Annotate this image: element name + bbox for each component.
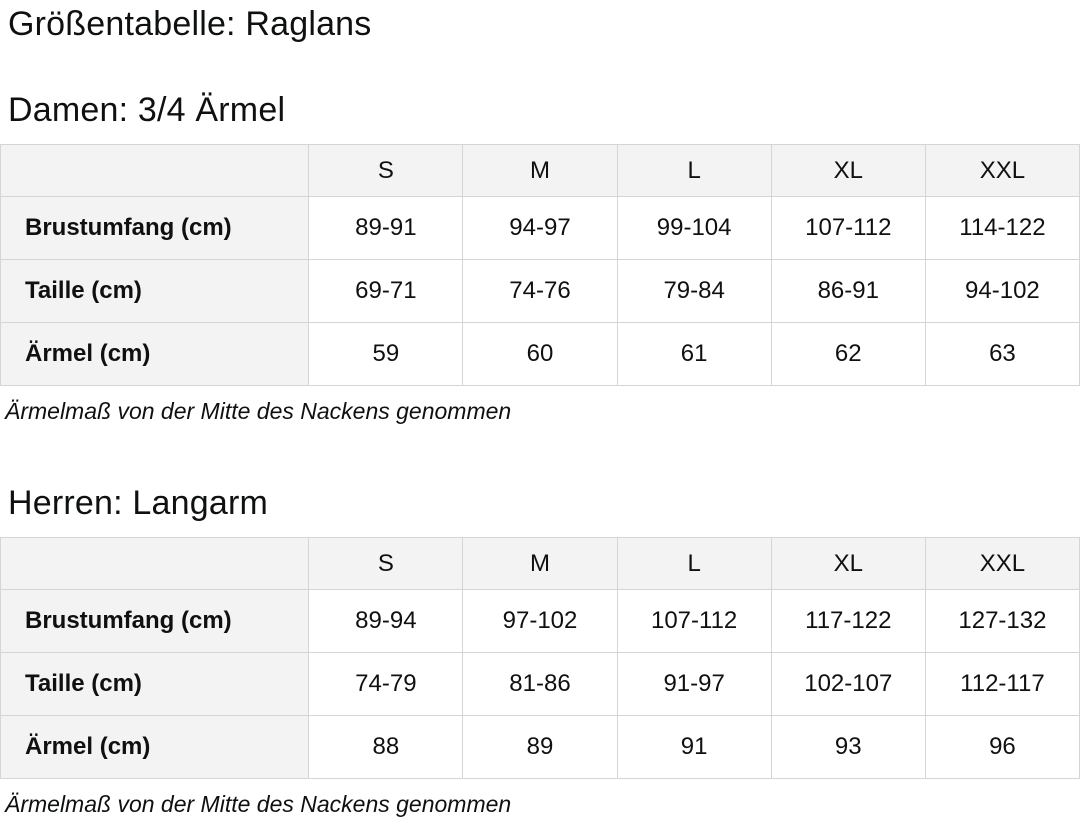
size-table-damen [0, 144, 1080, 386]
row-label: Brustumfang (cm) [1, 590, 309, 653]
size-column-header: M [463, 538, 617, 590]
size-column-header: XL [771, 145, 925, 197]
table-row-taille [1, 260, 1080, 323]
size-cell: 91 [617, 716, 771, 779]
table-row-brustumfang [1, 590, 1080, 653]
size-cell: 127-132 [925, 590, 1079, 653]
size-column-header: S [309, 145, 463, 197]
size-cell: 94-97 [463, 197, 617, 260]
section-damen [0, 88, 1080, 425]
section-herren [0, 481, 1080, 818]
size-cell: 114-122 [925, 197, 1079, 260]
size-column-header: L [617, 538, 771, 590]
measurement-note: Ärmelmaß von der Mitte des Nackens genommen [5, 398, 512, 424]
table-row-taille [1, 653, 1080, 716]
size-cell: 86-91 [771, 260, 925, 323]
size-cell: 117-122 [771, 590, 925, 653]
size-cell: 69-71 [309, 260, 463, 323]
row-label: Brustumfang (cm) [1, 197, 309, 260]
section-heading-damen: Damen: 3/4 Ärmel [8, 91, 286, 129]
row-label: Taille (cm) [1, 260, 309, 323]
size-cell: 59 [309, 323, 463, 386]
size-cell: 96 [925, 716, 1079, 779]
size-column-header: M [463, 145, 617, 197]
corner-cell [1, 145, 309, 197]
size-cell: 74-76 [463, 260, 617, 323]
size-column-header: XXL [925, 145, 1079, 197]
size-cell: 81-86 [463, 653, 617, 716]
size-cell: 74-79 [309, 653, 463, 716]
size-cell: 89-91 [309, 197, 463, 260]
size-cell: 61 [617, 323, 771, 386]
size-cell: 91-97 [617, 653, 771, 716]
table-row-aermel [1, 716, 1080, 779]
size-column-header: XXL [925, 538, 1079, 590]
size-column-header: L [617, 145, 771, 197]
section-heading-herren: Herren: Langarm [8, 484, 269, 522]
row-label: Ärmel (cm) [1, 716, 309, 779]
size-cell: 107-112 [771, 197, 925, 260]
size-cell: 89 [463, 716, 617, 779]
size-cell: 89-94 [309, 590, 463, 653]
size-cell: 79-84 [617, 260, 771, 323]
size-cell: 107-112 [617, 590, 771, 653]
table-row-aermel [1, 323, 1080, 386]
size-column-header: S [309, 538, 463, 590]
size-header-row [1, 145, 1080, 197]
size-cell: 99-104 [617, 197, 771, 260]
page-title: Größentabelle: Raglans [8, 5, 372, 43]
size-cell: 63 [925, 323, 1079, 386]
size-cell: 97-102 [463, 590, 617, 653]
table-row-brustumfang [1, 197, 1080, 260]
size-cell: 60 [463, 323, 617, 386]
size-cell: 94-102 [925, 260, 1079, 323]
corner-cell [1, 538, 309, 590]
row-label: Taille (cm) [1, 653, 309, 716]
size-cell: 112-117 [925, 653, 1079, 716]
size-cell: 62 [771, 323, 925, 386]
size-cell: 93 [771, 716, 925, 779]
size-cell: 88 [309, 716, 463, 779]
size-column-header: XL [771, 538, 925, 590]
size-table-herren [0, 537, 1080, 779]
size-cell: 102-107 [771, 653, 925, 716]
size-header-row [1, 538, 1080, 590]
row-label: Ärmel (cm) [1, 323, 309, 386]
measurement-note: Ärmelmaß von der Mitte des Nackens genommen [5, 791, 512, 817]
